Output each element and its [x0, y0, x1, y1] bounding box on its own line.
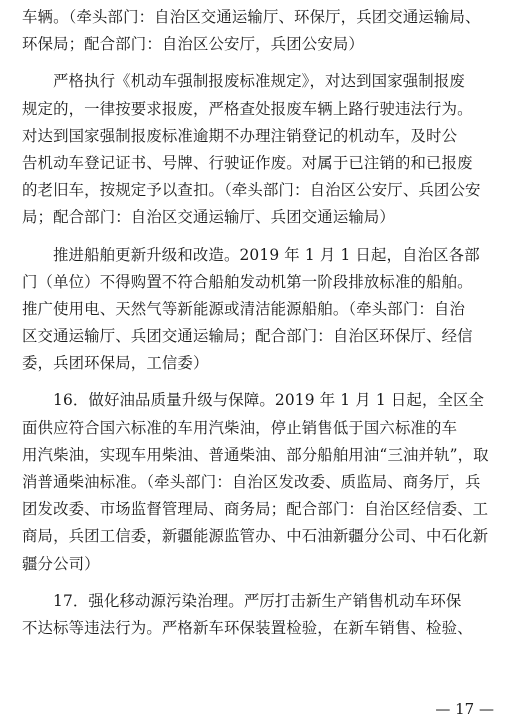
- paragraph-1: [22, 4, 500, 58]
- text-line: 商局，兵团工信委，新疆能源监管办、中石油新疆分公司、中石化新: [22, 527, 489, 546]
- text-line: 的老旧车，按规定予以查扣。（牵头部门：自治区公安厅、兵团公安: [22, 181, 481, 200]
- text-line: 门（单位）不得购置不符合船舶发动机第一阶段排放标准的船舶。: [22, 272, 473, 291]
- page-number: — 17 —: [435, 700, 494, 718]
- text-line: 推广使用电、天然气等新能源或清洁能源船舶。（牵头部门：自治: [22, 299, 465, 318]
- text-line: 不达标等违法行为。严格新车环保装置检验，在新车销售、检验、: [22, 618, 473, 637]
- text-line: 疆分公司）: [22, 554, 100, 573]
- paragraph-item-16: [22, 387, 500, 577]
- text-line: 规定的，一律按要求报废，严格查处报废车辆上路行驶违法行为。: [22, 99, 473, 118]
- paragraph-item-17: [22, 588, 500, 642]
- text-line: 推进船舶更新升级和改造。2019 年 1 月 1 日起，自治区各部: [53, 245, 480, 264]
- text-line: 区交通运输厅、兵团交通运输局；配合部门：自治区环保厅、经信: [22, 327, 473, 346]
- paragraph-3: [22, 242, 500, 378]
- paragraph-2: [22, 68, 500, 231]
- text-line: 委，兵团环保局，工信委）: [22, 354, 209, 373]
- text-line: 告机动车登记证书、号牌、行驶证作废。对属于已注销的和已报废: [22, 153, 473, 172]
- text-line: 团发改委、市场监督管理局、商务局；配合部门：自治区经信委、工: [22, 500, 489, 519]
- text-line: 17．强化移动源污染治理。严厉打击新生产销售机动车环保: [53, 591, 462, 610]
- text-line: 车辆。（牵头部门：自治区交通运输厅、环保厅，兵团交通运输局、: [22, 8, 481, 26]
- text-line: 16．做好油品质量升级与保障。2019 年 1 月 1 日起，全区全: [53, 391, 485, 410]
- text-line: 环保局；配合部门：自治区公安厅，兵团公安局）: [22, 35, 364, 54]
- text-line: 局；配合部门：自治区交通运输厅、兵团交通运输局）: [22, 208, 395, 227]
- text-line: 用汽柴油，实现车用柴油、普通柴油、部分船舶用油“三油并轨”，取: [22, 445, 489, 464]
- text-line: 对达到国家强制报废标准逾期不办理注销登记的机动车，及时公: [22, 126, 458, 145]
- text-line: 面供应符合国六标准的车用汽柴油，停止销售低于国六标准的车: [22, 418, 458, 437]
- document-body: [22, 4, 500, 642]
- text-line: 消普通柴油标准。（牵头部门：自治区发改委、质监局、商务厅，兵: [22, 473, 481, 491]
- text-line: 严格执行《机动车强制报废标准规定》，对达到国家强制报废: [53, 72, 465, 91]
